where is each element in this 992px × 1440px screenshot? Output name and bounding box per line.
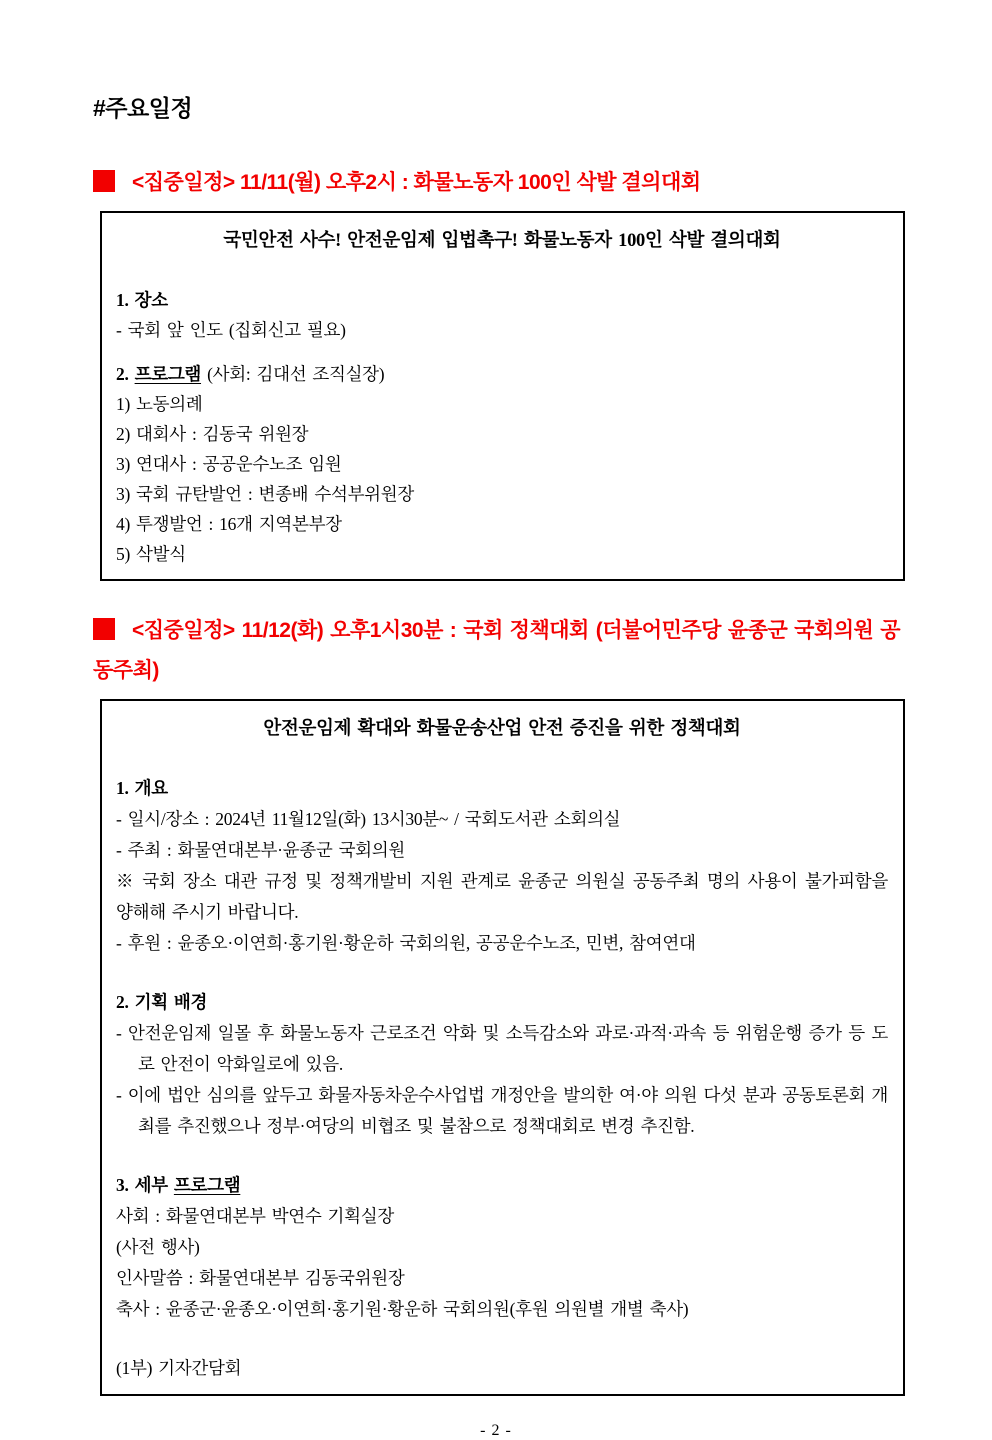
blank-line bbox=[116, 959, 888, 987]
program-label-host: (사회: 김대선 조직실장) bbox=[201, 364, 385, 384]
event2-program-item: 인사말씀 : 화물연대본부 김동국위원장 bbox=[116, 1268, 405, 1288]
program-label-number: 3. 세부 bbox=[116, 1175, 168, 1195]
event1-program-label bbox=[116, 359, 888, 389]
event2-program-item: (사전 행사) bbox=[116, 1237, 200, 1257]
event2-overview-label: 1. 개요 bbox=[116, 778, 168, 798]
event2-overview-item: - 일시/장소 : 2024년 11월12일(화) 13시30분~ / 국회도서관 소회의실 bbox=[116, 809, 621, 829]
event2-program-item: 사회 : 화물연대본부 박연수 기획실장 bbox=[116, 1206, 394, 1226]
event1-program-item: 2) 대회사 : 김동국 위원장 bbox=[116, 424, 309, 444]
blank-line bbox=[116, 257, 888, 285]
event1-location-label: 1. 장소 bbox=[116, 290, 168, 310]
blank-line bbox=[116, 745, 888, 773]
program-label-underlined: 프로그램 bbox=[134, 364, 202, 384]
event1-heading bbox=[93, 163, 900, 203]
event1-program-item: 4) 투쟁발언 : 16개 지역본부장 bbox=[116, 514, 342, 534]
event2-background-label: 2. 기획 배경 bbox=[116, 992, 208, 1012]
blank-line bbox=[116, 345, 888, 359]
page-title: #주요일정 bbox=[93, 95, 193, 121]
event2-heading bbox=[93, 611, 900, 691]
event2-heading-text: <집중일정> 11/12(화) 오후1시30분 : 국회 정책대회 (더불어민주당 윤종군 국회의원 공동주최) bbox=[93, 619, 900, 682]
event2-overview-note: ※ 국회 장소 대관 규정 및 정책개발비 지원 관계로 윤종군 의원실 공동주최 명의 사용이 불가피함을 양해해 주시기 바랍니다. bbox=[116, 871, 888, 922]
event2-overview-item: - 후원 : 윤종오·이연희·홍기원·황운하 국회의원, 공공운수노조, 민변, 참여연대 bbox=[116, 933, 696, 953]
program-label-number: 2. bbox=[116, 364, 129, 384]
event1-program-item: 3) 연대사 : 공공운수노조 임원 bbox=[116, 454, 342, 474]
event2-background-item: - 이에 법안 심의를 앞두고 화물자동차운수사업법 개정안을 발의한 여·야 의원 다섯 분과 공동토론회 개최를 추진했으나 정부·여당의 비협조 및 불참으로 정책대회로 변경 추진함. bbox=[116, 1085, 888, 1136]
event2-overview-item: - 주최 : 화물연대본부·윤종군 국회의원 bbox=[116, 840, 405, 860]
event2-background-item: - 안전운임제 일몰 후 화물노동자 근로조건 악화 및 소득감소와 과로·과적·과속 등 위험운행 증가 등 도로 안전이 악화일로에 있음. bbox=[116, 1023, 888, 1074]
blank-line bbox=[116, 1142, 888, 1170]
program-label-underlined: 프로그램 bbox=[173, 1175, 241, 1195]
page-number: - 2 - bbox=[480, 1422, 512, 1439]
event2-part1-line: (1부) 기자간담회 bbox=[116, 1358, 242, 1378]
event1-heading-text: <집중일정> 11/11(월) 오후2시 : 화물노동자 100인 삭발 결의대회 bbox=[132, 171, 701, 194]
event1-program-item: 3) 국회 규탄발언 : 변종배 수석부위원장 bbox=[116, 484, 414, 504]
event1-info-box bbox=[100, 211, 905, 581]
event2-program-label bbox=[116, 1170, 888, 1201]
event1-program-item: 1) 노동의례 bbox=[116, 394, 203, 414]
event1-location-value: - 국회 앞 인도 (집회신고 필요) bbox=[116, 320, 346, 340]
red-square-bullet-icon bbox=[93, 618, 115, 640]
blank-line bbox=[116, 1325, 888, 1353]
event1-program-item: 5) 삭발식 bbox=[116, 544, 186, 564]
red-square-bullet-icon bbox=[93, 170, 115, 192]
event2-program-item: 축사 : 윤종군·윤종오·이연희·홍기원·황운하 국회의원(후원 의원별 개별 축사) bbox=[116, 1299, 689, 1319]
event2-box-title: 안전운임제 확대와 화물운송산업 안전 증진을 위한 정책대회 bbox=[263, 719, 741, 739]
event1-box-title: 국민안전 사수! 안전운임제 입법촉구! 화물노동자 100인 삭발 결의대회 bbox=[223, 231, 781, 251]
event2-info-box bbox=[100, 699, 905, 1396]
